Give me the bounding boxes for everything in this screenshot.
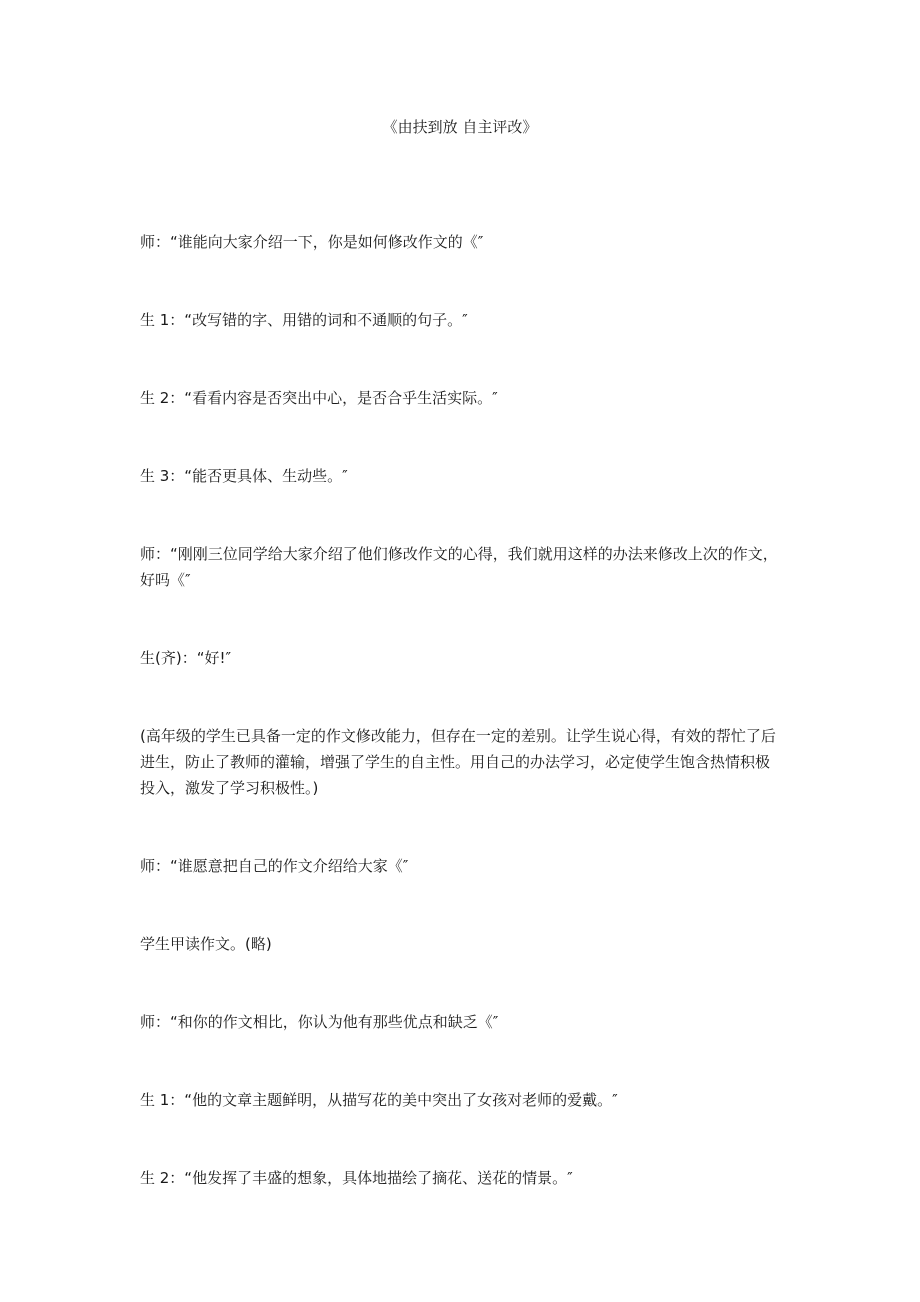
paragraph-student-1-answer-2: 生 1：“他的文章主题鲜明，从描写花的美中突出了女孩对老师的爱戴。″	[140, 1091, 618, 1109]
paragraph-teacher-question-3: 师：“和你的作文相比，你认为他有那些优点和缺乏《″	[140, 1013, 499, 1031]
paragraph-student-reads: 学生甲读作文。(略)	[140, 935, 272, 953]
paragraph-teacher-question-1: 师：“谁能向大家介绍一下，你是如何修改作文的《″	[140, 233, 484, 251]
paragraph-commentary: (高年级的学生已具备一定的作文修改能力，但存在一定的差别。让学生说心得，有效的帮忙了后进生，防止了教师的灌输，增强了学生的自主性。用自己的办法学习，必定使学生饱含热情积极投入，激发了学习积极性。)	[140, 727, 776, 797]
document-title: 《由扶到放 自主评改》	[382, 118, 538, 136]
paragraph-student-2-answer-2: 生 2：“他发挥了丰盛的想象，具体地描绘了摘花、送花的情景。″	[140, 1169, 573, 1187]
paragraph-student-3-answer: 生 3：“能否更具体、生动些。″	[140, 467, 348, 485]
paragraph-teacher-proposal: 师：“刚刚三位同学给大家介绍了他们修改作文的心得，我们就用这样的办法来修改上次的作文，好吗《″	[140, 545, 778, 589]
paragraph-student-2-answer-1: 生 2：“看看内容是否突出中心，是否合乎生活实际。″	[140, 389, 498, 407]
paragraph-teacher-question-2: 师：“谁愿意把自己的作文介绍给大家《″	[140, 857, 409, 875]
paragraph-class-reply: 生(齐)：“好!″	[140, 649, 232, 667]
paragraph-student-1-answer-1: 生 1：“改写错的字、用错的词和不通顺的句子。″	[140, 311, 468, 329]
